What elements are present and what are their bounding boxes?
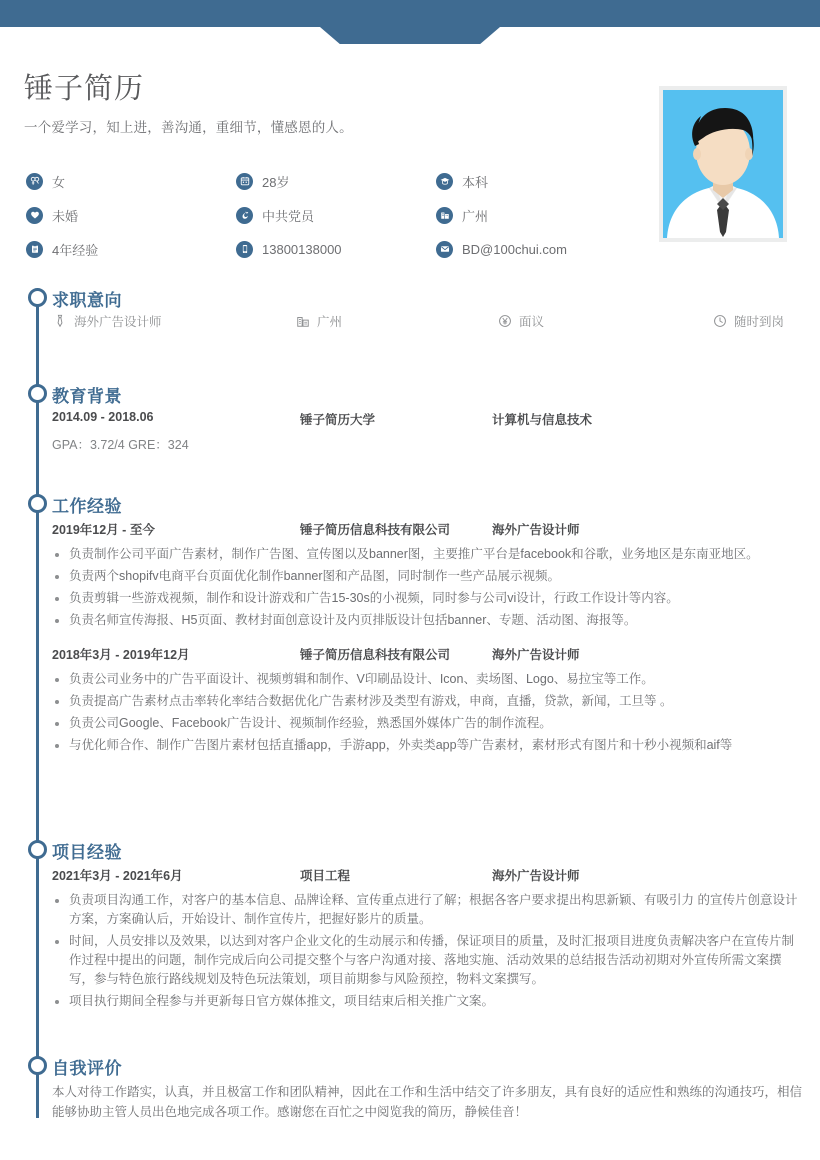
section-body [52, 520, 798, 758]
education-scores: GPA：3.72/4 GRE：324 [52, 438, 189, 452]
intent-item-position [52, 312, 295, 330]
project-entry [52, 866, 798, 1011]
education-entry [52, 410, 798, 453]
top-banner [0, 0, 820, 27]
list-item: 负责制作公司平面广告素材，制作广告图、宣传图以及banner图，主要推广平台是facebook和谷歌，业务地区是东南亚地区。 [52, 545, 798, 564]
intent-item-availability [712, 312, 784, 330]
graduation-cap-icon [436, 173, 453, 190]
personal-info-grid [26, 164, 646, 266]
info-item-gender [26, 172, 236, 191]
section-title: 教育背景 [52, 387, 122, 406]
entry-org: 项目工程 [300, 869, 351, 883]
work-bullet-list [52, 670, 798, 755]
entry-org: 锤子简历大学 [300, 413, 376, 427]
info-value: 28岁 [262, 174, 290, 190]
section-body [52, 1082, 804, 1122]
section-title: 自我评价 [52, 1059, 122, 1078]
section-title: 工作经验 [52, 497, 122, 516]
info-item-phone [236, 241, 436, 258]
list-item: 负责公司Google、Facebook广告设计、视频制作经验，熟悉国外媒体广告的制作流程。 [52, 714, 798, 733]
entry-spacer [52, 633, 798, 645]
entry-org: 锤子简历信息科技有限公司 [300, 648, 451, 662]
info-value: 13800138000 [262, 241, 342, 257]
section-title: 求职意向 [52, 291, 122, 310]
list-item: 负责剪辑一些游戏视频，制作和设计游戏和广告15-30s的小视频，同时参与公司vi设计，行政工作设计等内容。 [52, 589, 798, 608]
timeline-line-education [36, 396, 39, 496]
list-item: 项目执行期间全程参与并更新每日官方媒体推文，项目结束后相关推广文案。 [52, 992, 798, 1011]
list-item: 负责两个shopifv电商平台页面优化制作banner图和产品图，同时制作一些产品展示视频。 [52, 567, 798, 586]
party-icon [236, 207, 253, 224]
timeline-marker-icon [28, 384, 47, 403]
entry-head [52, 645, 798, 663]
work-entry [52, 645, 798, 755]
info-item-degree [436, 172, 646, 191]
entry-head [52, 520, 798, 538]
timeline-line-evaluation [36, 1070, 39, 1118]
timeline-line-intention [36, 300, 39, 396]
info-item-marital [26, 206, 236, 225]
entry-role: 海外广告设计师 [492, 648, 580, 662]
entry-date: 2014.09 - 2018.06 [52, 410, 154, 424]
calendar-icon [236, 173, 253, 190]
section-body [52, 866, 798, 1014]
building-icon [295, 314, 310, 329]
timeline-line-project [36, 852, 39, 1060]
info-value: BD@100chui.com [462, 241, 567, 257]
list-item: 负责名师宣传海报、H5页面、教材封面创意设计及内页排版设计包括banner、专题、活动图、海报等。 [52, 611, 798, 630]
project-bullet-list [52, 891, 798, 1011]
work-entry [52, 520, 798, 630]
info-value: 广州 [462, 208, 489, 224]
timeline-marker-icon [28, 288, 47, 307]
list-item: 负责公司业务中的广告平面设计、视频剪辑和制作、V印刷品设计、Icon、卖场图、Logo、易拉宝等工作。 [52, 670, 798, 689]
info-item-political [236, 206, 436, 225]
heart-icon [26, 207, 43, 224]
entry-org: 锤子简历信息科技有限公司 [300, 523, 451, 537]
work-bullet-list [52, 545, 798, 630]
info-value: 4年经验 [52, 242, 99, 258]
info-value: 女 [52, 174, 66, 190]
info-item-city [436, 206, 646, 225]
list-item: 负责项目沟通工作，对客户的基本信息、品牌诠释、宣传重点进行了解；根据各客户要求提出构思新颖、有吸引力 的宣传片创意设计方案，方案确认后，开始设计、制作宣传片，把握好影片的质量。 [52, 891, 798, 929]
intent-value: 广州 [317, 315, 343, 329]
entry-role: 海外广告设计师 [492, 523, 580, 537]
timeline-marker-icon [28, 1056, 47, 1075]
yen-icon [497, 314, 512, 329]
info-value: 本科 [462, 174, 489, 190]
timeline-marker-icon [28, 494, 47, 513]
intent-item-salary [497, 312, 712, 330]
intent-value: 面议 [519, 315, 545, 329]
building-icon [436, 207, 453, 224]
section-title: 项目经验 [52, 843, 122, 862]
clipboard-icon [26, 241, 43, 258]
envelope-icon [436, 241, 453, 258]
info-item-age [236, 172, 436, 191]
avatar-frame [659, 86, 787, 242]
section-body [52, 410, 798, 455]
info-item-experience [26, 240, 236, 259]
clock-icon [712, 314, 727, 329]
entry-head [52, 410, 798, 428]
info-value: 未婚 [52, 208, 79, 224]
entry-head [52, 866, 798, 884]
avatar [663, 90, 783, 238]
info-value: 中共党员 [262, 208, 315, 224]
intent-value: 海外广告设计师 [74, 315, 162, 329]
intent-value: 随时到岗 [734, 315, 785, 329]
entry-role: 海外广告设计师 [492, 869, 580, 883]
entry-role: 计算机与信息技术 [492, 413, 593, 427]
candidate-tagline: 一个爱学习，知上进，善沟通，重细节，懂感恩的人。 [24, 119, 353, 135]
list-item: 时间，人员安排以及效果，以达到对客户企业文化的生动展示和传播，保证项目的质量，及时汇报项目进度负责解决客户在宣传片制作过程中提出的问题，制作完成后向公司提交整个与客户沟通对接、落地实施、活动效果的总结报告活动初期对外宣传所需文案撰写，参与特色旅行路线规划及特色玩法策划，项目前期参与风险预控，物料文案撰写。 [52, 932, 798, 989]
section-body [52, 312, 798, 330]
timeline-marker-icon [28, 840, 47, 859]
entry-date: 2018年3月 - 2019年12月 [52, 648, 190, 662]
job-intention-row [52, 312, 798, 330]
tie-icon [52, 314, 67, 329]
intent-item-city [295, 312, 497, 330]
avatar-illustration [663, 90, 783, 238]
entry-date: 2021年3月 - 2021年6月 [52, 869, 183, 883]
candidate-name: 锤子简历 [24, 73, 145, 105]
entry-date: 2019年12月 - 至今 [52, 523, 155, 537]
banner-tab-shape [320, 27, 500, 44]
self-evaluation-text: 本人对待工作踏实，认真，并且极富工作和团队精神，因此在工作和生活中结交了许多朋友，具有良好的适应性和熟练的沟通技巧，相信能够协助主管人员出色地完成各项工作。感谢您在百忙之中阅览我的简历，静候佳音！ [52, 1085, 803, 1119]
list-item: 与优化师合作、制作广告图片素材包括直播app，手游app，外卖类app等广告素材，素材形式有图片和十秒小视频和aif等 [52, 736, 798, 755]
list-item: 负责提高广告素材点击率转化率结合数据优化广告素材涉及类型有游戏，申商，直播，贷款，新闻，工旦等 。 [52, 692, 798, 711]
gender-icon [26, 173, 43, 190]
timeline-line-work [36, 506, 39, 842]
info-item-email [436, 241, 646, 258]
phone-icon [236, 241, 253, 258]
